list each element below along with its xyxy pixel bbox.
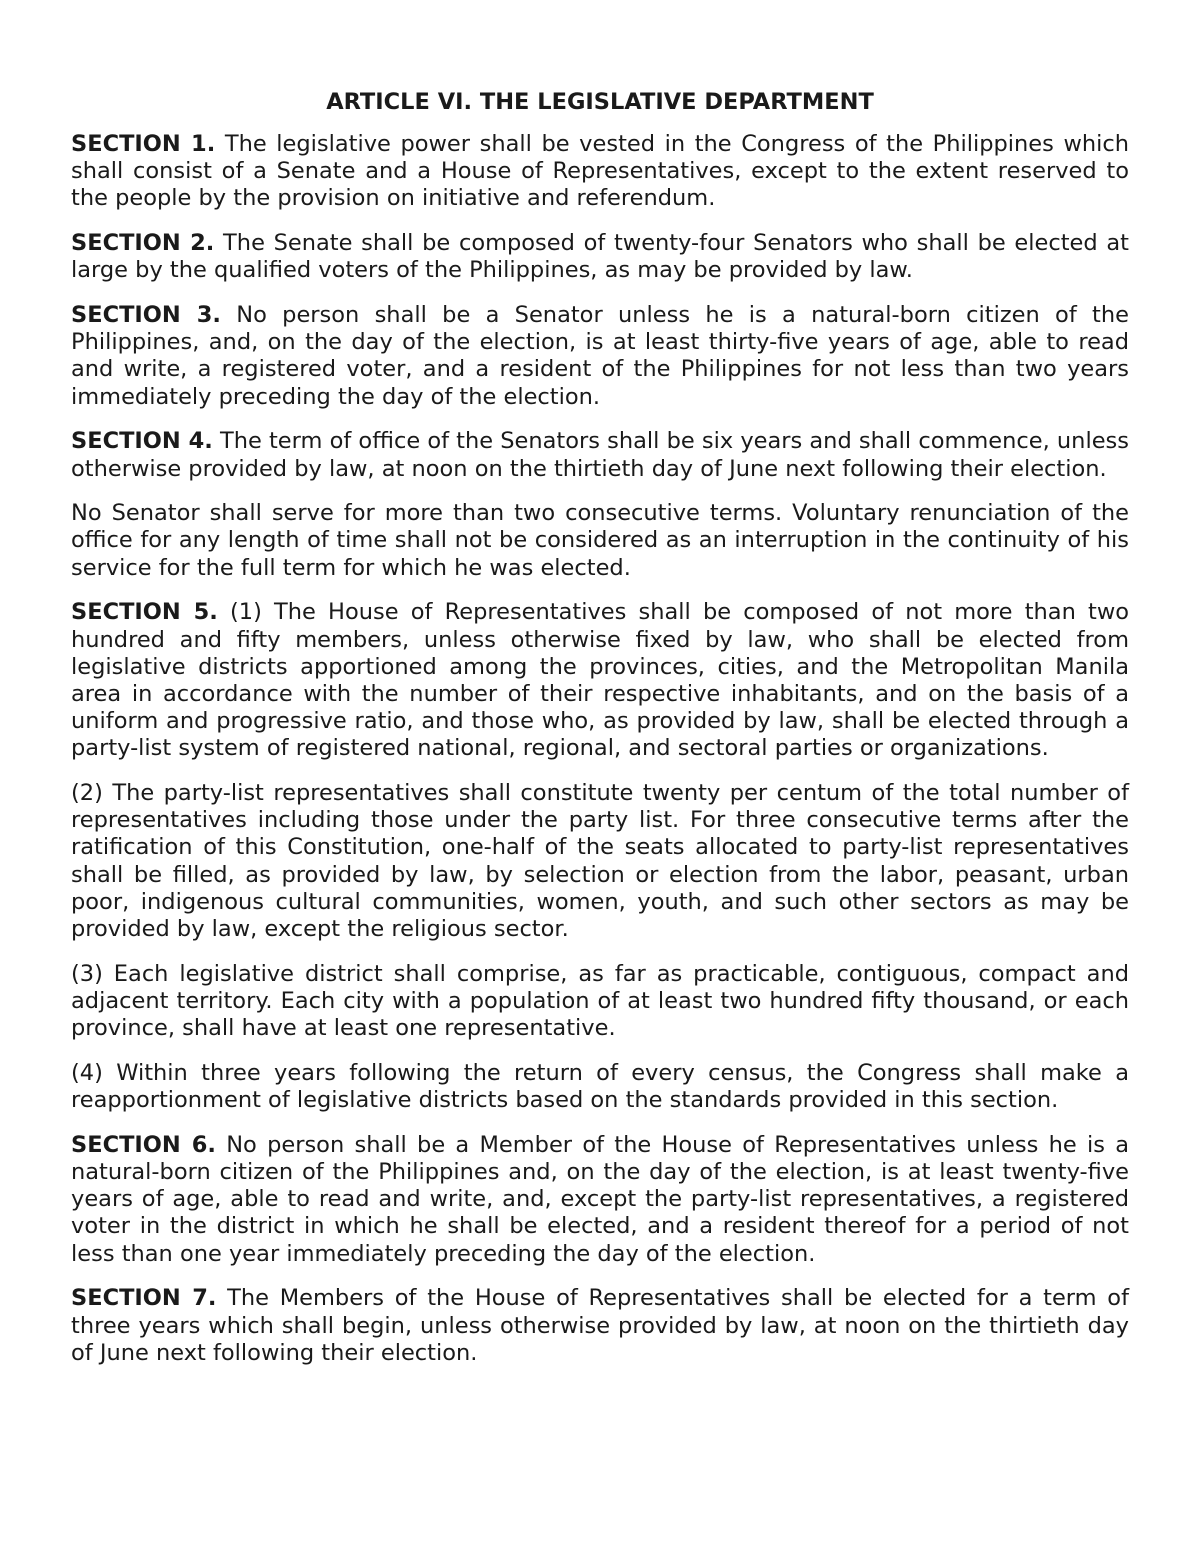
section-text: The legislative power shall be vested in the Congress of the Philippines which shall consist of a Senate and a House of Representatives, except to the extent reserved to the people by the provision on initiative and referendum. <box>71 131 1130 212</box>
section-label: SECTION 2. <box>71 230 215 257</box>
section-text: The Members of the House of Representatives shall be elected for a term of three years which shall begin, unless otherwise provided by law, at noon on the thirtieth day of June next following their election. <box>71 1285 1129 1366</box>
section-4-paragraph <box>71 428 1129 482</box>
section-label: SECTION 6. <box>71 1131 216 1158</box>
section-label: SECTION 1. <box>71 131 216 157</box>
section-3-paragraph <box>71 302 1129 411</box>
section-text: (4) Within three years following the return of every census, the Congress shall make a reapportionment of legislative districts based on the standards provided in this section. <box>71 1059 1129 1114</box>
section-5-item-4-paragraph <box>71 1060 1129 1114</box>
section-text: No person shall be a Senator unless he is a natural-born citizen of the Philippines, and, on the day of the election, is at least thirty-five years of age, able to read and write, a registered voter, and a resident of the Philippines for not less than two years immediately preceding the day of the election. <box>71 302 1129 410</box>
section-text: (2) The party-list representatives shall constitute twenty per centum of the total number of representatives including those under the party list. For three consecutive terms after the ratification of this Constitution, one-half of the seats allocated to party-list representatives shall be filled, as provided by law, by selection or election from the labor, peasant, urban poor, indigenous cultural communities, women, youth, and such other sectors as may be provided by law, except the religious sector. <box>71 780 1129 943</box>
section-text: (1) The House of Representatives shall be composed of not more than two hundred and fifty members, unless otherwise fixed by law, who shall be elected from legislative districts apportioned among the provinces, cities, and the Metropolitan Manila area in accordance with the number of their respective inhabitants, and on the basis of a uniform and progressive ratio, and those who, as provided by law, shall be elected through a party-list system of registered national, regional, and sectoral parties or organizations. <box>71 599 1129 762</box>
section-text: The Senate shall be composed of twenty-four Senators who shall be elected at large by the qualified voters of the Philippines, as may be provided by law. <box>71 230 1129 284</box>
section-label: SECTION 4. <box>71 428 213 455</box>
section-6-paragraph <box>71 1132 1129 1268</box>
section-text: The term of office of the Senators shall be six years and shall commence, unless otherwise provided by law, at noon on the thirtieth day of June next following their election. <box>71 428 1129 482</box>
section-4-continuation-paragraph <box>71 500 1129 582</box>
section-text: No Senator shall serve for more than two consecutive terms. Voluntary renunciation of the office for any length of time shall not be considered as an interruption in the continuity of his service for the full term for which he was elected. <box>71 500 1129 581</box>
document-page <box>71 88 1129 1384</box>
section-5-item-3-paragraph <box>71 961 1129 1043</box>
section-label: SECTION 7. <box>71 1285 217 1312</box>
section-text: No person shall be a Member of the House of Representatives unless he is a natural-born citizen of the Philippines and, on the day of the election, is at least twenty-five years of age, able to read and write, and, except the party-list representatives, a registered voter in the district in which he shall be elected, and a resident thereof for a period of not less than one year immediately preceding the day of the election. <box>71 1131 1129 1267</box>
section-1-paragraph <box>71 131 1129 213</box>
section-7-paragraph <box>71 1285 1129 1367</box>
section-label: SECTION 5. <box>71 599 218 626</box>
section-2-paragraph <box>71 230 1129 284</box>
section-text: (3) Each legislative district shall comprise, as far as practicable, contiguous, compact and adjacent territory. Each city with a population of at least two hundred fifty thousand, or each province, shall have at least one representative. <box>71 960 1129 1042</box>
section-label: SECTION 3. <box>71 302 221 329</box>
section-5-item-2-paragraph <box>71 780 1129 943</box>
article-title: ARTICLE VI. THE LEGISLATIVE DEPARTMENT <box>326 89 874 115</box>
section-5-paragraph <box>71 599 1129 762</box>
